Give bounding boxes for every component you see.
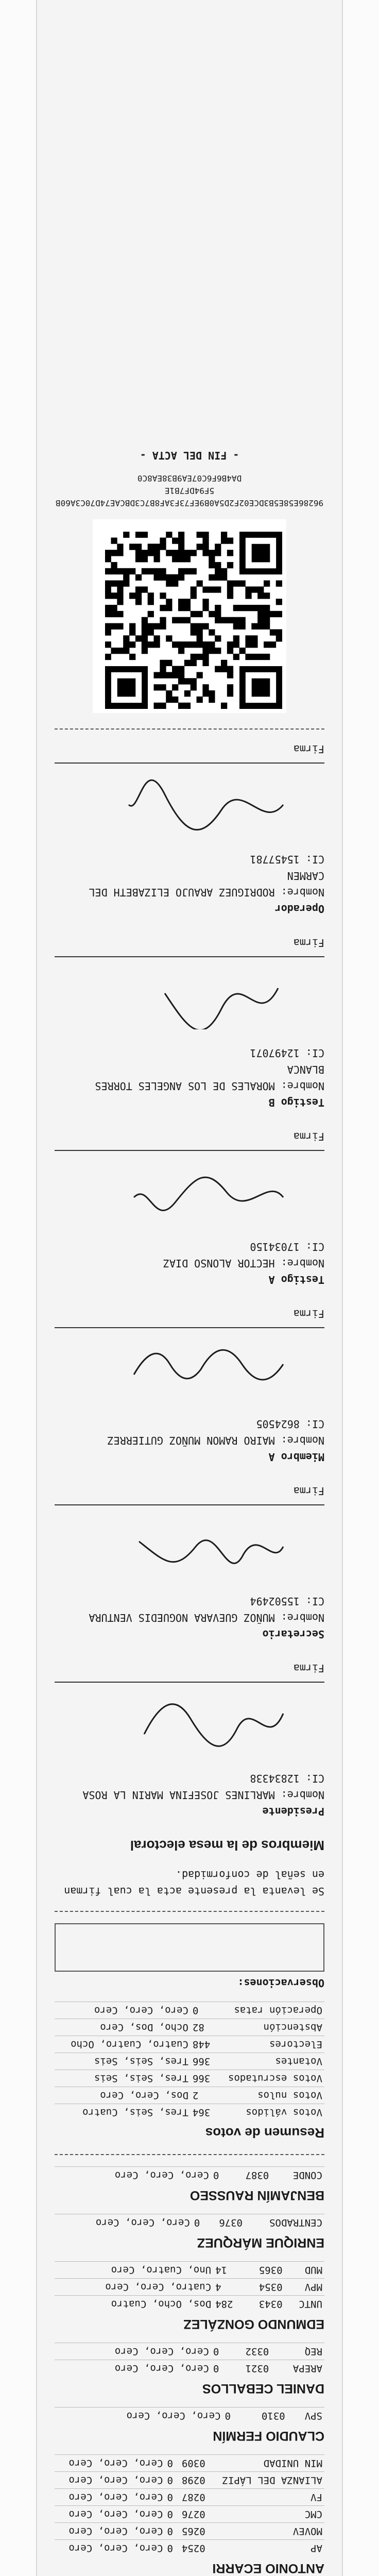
handwritten-signature [118, 968, 288, 1029]
vote-letras: Cero, Cero, Cero [55, 2472, 165, 2489]
vote-letras: Cero, Cero, Cero [55, 2408, 223, 2425]
summary-value: 366 [191, 2053, 215, 2070]
vote-letras: Cero, Cero, Cero [55, 2506, 165, 2523]
candidate-name: BENJAMÍN RAUSSEO [190, 2188, 324, 2202]
vote-row [55, 2279, 324, 2296]
summary-letras: Dos, Cero, Cero [55, 2087, 191, 2104]
vote-votos: 284 [213, 2296, 245, 2313]
vote-votos: 0 [165, 2523, 177, 2540]
summary-value: 0 [191, 2002, 215, 2019]
firma-label: Firma [293, 743, 324, 755]
signature-block [55, 1128, 324, 1288]
vote-letras: Cero, Cero, Cero [55, 2523, 165, 2540]
candidate-votes-table [55, 2343, 324, 2377]
vote-letras: Cero, Cero, Cero [55, 2343, 211, 2360]
qr-code [93, 519, 286, 713]
summary-row [55, 2070, 324, 2087]
conformity-text: Se levanta la presente acta la cual firman en señal de conformidad. [64, 1869, 324, 1897]
signer-ci: CI: 12497071 [250, 1047, 324, 1059]
signer-name: Nombre: MARLINES JOSEFINA MARIN LA ROSA [82, 1789, 324, 1801]
signer-role: Presidente [262, 1805, 324, 1818]
candidate-votes-table [55, 2214, 324, 2231]
summary-letras: Tres, Seis, Cuatro [55, 2104, 191, 2121]
signature-block [55, 741, 324, 917]
vote-cod: 0365 [245, 2262, 284, 2279]
divider [55, 1911, 324, 1912]
firma-label: Firma [293, 1130, 324, 1143]
vote-org: UNTC [285, 2296, 324, 2313]
signature-area [55, 956, 324, 1045]
vote-votos: 14 [213, 2262, 245, 2279]
vote-letras: Cero, Cero, Cero [55, 2455, 165, 2472]
vote-org: MOVEV [208, 2523, 324, 2540]
vote-row [55, 2408, 324, 2425]
summary-letras: Tres, Seis, Seis [55, 2070, 191, 2087]
candidate-votes-table [55, 2261, 324, 2312]
summary-row [55, 2019, 324, 2036]
signature-area [55, 762, 324, 851]
vote-letras: Dos, Ocho, Cuatro [55, 2296, 213, 2313]
vote-letras: Cero, Cero, Cero [55, 2489, 165, 2506]
vote-org: MPV [285, 2279, 324, 2296]
vote-votos: 0 [165, 2506, 177, 2523]
divider [55, 2154, 324, 2155]
vote-org: CENTRADOS [245, 2214, 324, 2231]
vote-votos: 0 [165, 2455, 177, 2472]
vote-org: REQ [271, 2343, 324, 2360]
signer-name: Nombre: MORALES DE LOS ANGELES TORRES BLANCA [95, 1063, 324, 1092]
candidate-votes-table [55, 2407, 324, 2424]
summary-row [55, 2036, 324, 2053]
vote-votos: 0 [211, 2360, 227, 2377]
summary-value: 364 [191, 2104, 215, 2121]
candidate-name: ANTONIO ECARRI [212, 2561, 324, 2575]
vote-votos: 0 [223, 2408, 240, 2425]
signer-role: Testigo B [268, 1096, 324, 1109]
vote-row [55, 2472, 324, 2489]
summary-label: Votos válidos [215, 2104, 324, 2121]
vote-org: AREPA [271, 2360, 324, 2377]
candidate-name: DANIEL CEBALLOS [202, 2381, 324, 2396]
summary-row [55, 2053, 324, 2070]
firma-label: Firma [293, 1485, 324, 1497]
signer-ci: CI: 8624505 [256, 1418, 324, 1430]
vote-votos: 0 [211, 2167, 227, 2184]
signer-ci: CI: 12834338 [250, 1772, 324, 1785]
summary-value: 448 [191, 2036, 215, 2053]
vote-letras: Cero, Cero, Cero [55, 2360, 211, 2377]
vote-org: MIN UNIDAD [208, 2455, 324, 2472]
summary-title: Resumen de votos [205, 2125, 324, 2141]
summary-letras: Cuatro, Cuatro, Ocho [55, 2036, 191, 2053]
vote-cod: 0310 [240, 2408, 287, 2425]
observations-label: Observaciones: [237, 1977, 324, 1989]
candidate-name: EDMUNDO GONZÁLEZ [183, 2317, 324, 2331]
vote-votos: 0 [211, 2343, 227, 2360]
observations-box [55, 1923, 324, 1972]
vote-org: AP [208, 2540, 324, 2557]
vote-letras: Cuatro, Cero, Cero [55, 2279, 213, 2296]
vote-cod: 0321 [227, 2360, 271, 2377]
candidates-list [55, 2166, 324, 2576]
summary-value: 2 [191, 2087, 215, 2104]
vote-row [55, 2506, 324, 2523]
signatures-list [55, 741, 324, 1820]
summary-row [55, 2104, 324, 2121]
vote-row [55, 2343, 324, 2360]
handwritten-signature [118, 1338, 288, 1400]
summary-letras: Tres, Seis, Seis [55, 2053, 191, 2070]
vote-cod: 0287 [176, 2489, 207, 2506]
vote-cod: 0309 [176, 2455, 207, 2472]
vote-cod: 0276 [176, 2506, 207, 2523]
candidate-name: ENRIQUE MÁRQUEZ [197, 2235, 324, 2250]
summary-label: Votos escrutados [215, 2070, 324, 2087]
qr-code-graphic [105, 532, 282, 709]
signer-role: Miembro A [268, 1451, 324, 1463]
vote-row [55, 2167, 324, 2184]
vote-cod: 0298 [176, 2472, 207, 2489]
vote-letras: Uno, Cuatro, Cero [55, 2262, 213, 2279]
vote-row [55, 2214, 324, 2231]
firma-label: Firma [293, 1308, 324, 1320]
signature-block [55, 1306, 324, 1465]
signer-name: Nombre: MAIRO RAMON MUÑOZ GUTIERREZ [107, 1434, 324, 1447]
vote-cod: 0376 [206, 2214, 245, 2231]
signer-role: Operador [274, 903, 324, 915]
vote-letras: Cero, Cero, Cero [55, 2540, 165, 2557]
summary-label: Votos nulos [215, 2087, 324, 2104]
signer-ci: CI: 15457781 [250, 853, 324, 866]
vote-row [55, 2489, 324, 2506]
candidate-votes-table [55, 2454, 324, 2556]
vote-row [55, 2360, 324, 2377]
summary-value: 82 [191, 2019, 215, 2036]
vote-org: ALIANZA DEL LÁPIZ [208, 2472, 324, 2489]
vote-row [55, 2262, 324, 2279]
firma-label: Firma [293, 937, 324, 949]
vote-row [55, 2523, 324, 2540]
vote-votos: 0 [165, 2472, 177, 2489]
handwritten-signature [118, 774, 288, 836]
summary-label: Votantes [215, 2053, 324, 2070]
summary-value: 366 [191, 2070, 215, 2087]
divider [55, 728, 324, 730]
signer-role: Secretario [262, 1628, 324, 1640]
firma-label: Firma [293, 1662, 324, 1674]
handwritten-signature [118, 1516, 288, 1578]
summary-label: Abstención [215, 2019, 324, 2036]
vote-cod: 0354 [245, 2279, 284, 2296]
candidate-name: CLAUDIO FERMÍN [213, 2429, 324, 2443]
signer-name: Nombre: RODRIGUEZ ARAUJO ELIZABETH DEL CARMEN [89, 870, 324, 899]
signature-area [55, 1682, 324, 1770]
members-title: Miembros de la mesa electoral [130, 1838, 324, 1853]
signature-area [55, 1504, 324, 1593]
signer-ci: CI: 17034150 [250, 1241, 324, 1253]
vote-votos: 0 [165, 2489, 177, 2506]
act-hash: 96286E58E5B3DCE02F2D5A0B9EF73F3AF8B7C3DBCAE74D70C3A60B5F94DF7B1E [55, 486, 324, 508]
vote-votos: 0 [165, 2540, 177, 2557]
vote-row [55, 2540, 324, 2557]
vote-cod: 0387 [227, 2167, 271, 2184]
summary-label: Electores [215, 2036, 324, 2053]
handwritten-signature [118, 1693, 288, 1755]
vote-org: CMC [208, 2506, 324, 2523]
signer-ci: CI: 15502494 [250, 1595, 324, 1607]
vote-votos: 4 [213, 2279, 245, 2296]
summary-table [55, 2002, 324, 2121]
receipt-paper [36, 0, 343, 2576]
summary-row [55, 2002, 324, 2019]
vote-org: SPV [287, 2408, 324, 2425]
end-mark: - FIN DEL ACTA - [140, 449, 239, 462]
vote-org: CONDE [271, 2167, 324, 2184]
summary-letras: Ocho, Dos, Cero [55, 2019, 191, 2036]
signer-role: Testigo A [268, 1274, 324, 1286]
vote-row [55, 2296, 324, 2313]
handwritten-signature [118, 1161, 288, 1223]
act-code: DA4B6F6C07EA9B38EA8C0 [137, 473, 242, 483]
summary-row [55, 2087, 324, 2104]
vote-cod: 0265 [176, 2523, 207, 2540]
summary-letras: Cero, Cero, Cero [55, 2002, 191, 2019]
signature-area [55, 1327, 324, 1416]
candidate-votes-table [55, 2166, 324, 2183]
signature-block [55, 1483, 324, 1642]
vote-cod: 0332 [227, 2343, 271, 2360]
signer-name: Nombre: HECTOR ALONSO DIAZ [163, 1257, 324, 1269]
vote-letras: Cero, Cero, Cero [55, 2167, 211, 2184]
vote-org: FV [208, 2489, 324, 2506]
signature-block [55, 1660, 324, 1820]
vote-row [55, 2455, 324, 2472]
signature-block [55, 935, 324, 1111]
vote-letras: Cero, Cero, Cero [55, 2214, 192, 2231]
vote-org: MUD [285, 2262, 324, 2279]
vote-votos: 0 [192, 2214, 206, 2231]
vote-cod: 0254 [176, 2540, 207, 2557]
signer-name: Nombre: MUÑOZ GUEVARA NOGUEDIS VENTURA [89, 1612, 324, 1624]
signature-area [55, 1150, 324, 1239]
vote-cod: 0343 [245, 2296, 284, 2313]
summary-label: Operación ratas [215, 2002, 324, 2019]
